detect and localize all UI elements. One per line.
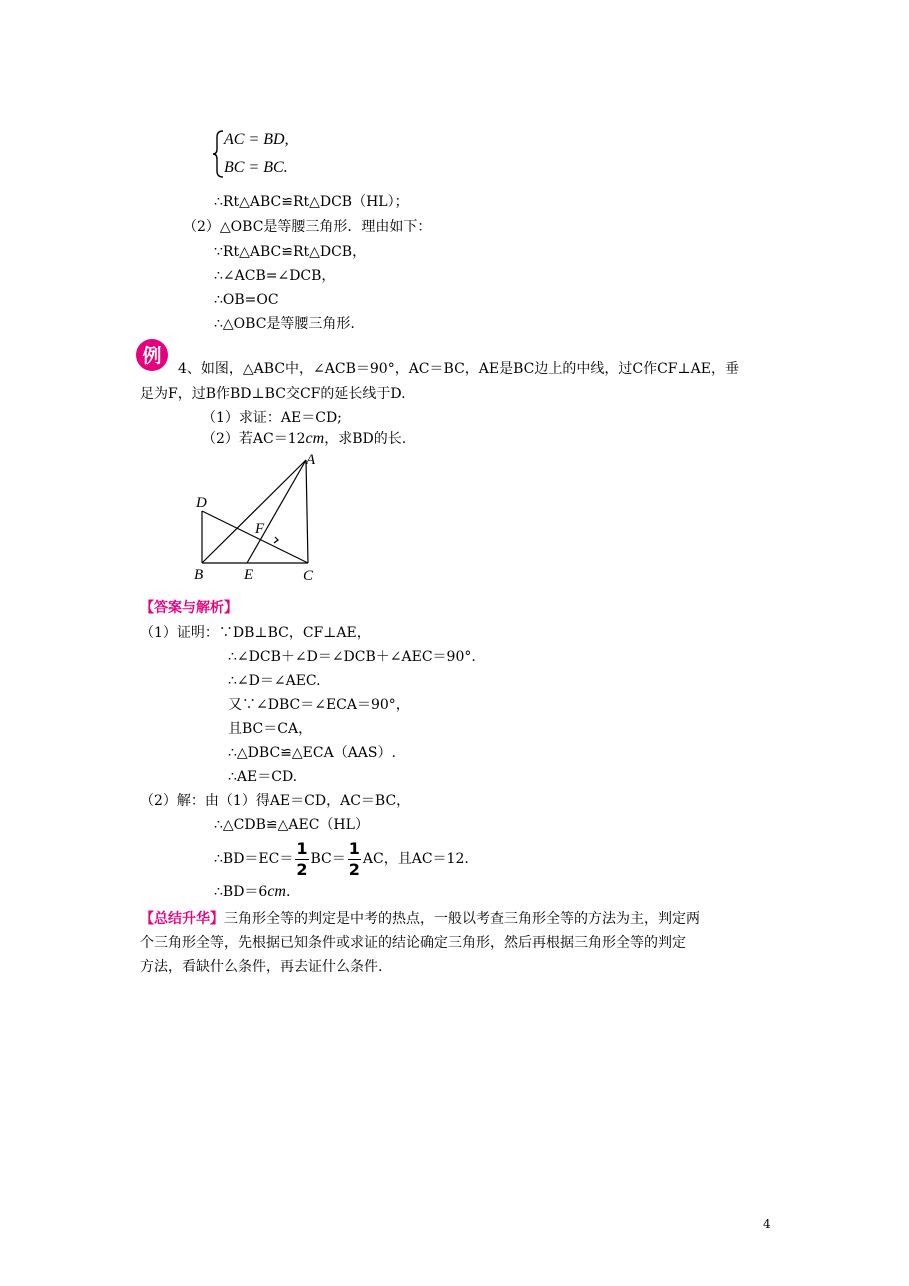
answer-heading: 【答案与解析】	[140, 600, 238, 616]
summary-line: 【总结升华】三角形全等的判定是中考的热点，一般以考查三角形全等的方法为主，判定两	[140, 911, 700, 927]
svg-text:B: B	[194, 567, 204, 583]
equation-line-1: AC = BD,	[224, 131, 289, 148]
triangle-figure	[188, 448, 328, 588]
proof-line: ∴OB=OC	[214, 292, 279, 308]
answer-line: 且BC＝CA，	[228, 721, 313, 737]
answer-line: 又∵∠DBC＝∠ECA＝90°，	[228, 697, 410, 713]
answer-fraction-line: ∴BD＝EC＝ $\frac{1}{2}$ BC＝ $\frac{1}{2}$ AC，且AC＝12.	[214, 838, 469, 879]
fraction: $\frac{1}{2}$	[296, 838, 308, 879]
answer-line: ∴∠DCB＋∠D＝∠DCB＋∠AEC＝90°.	[228, 649, 476, 665]
answer-line: ∴△CDB≌△AEC（HL）	[214, 817, 369, 833]
equation-line-2: BC = BC.	[224, 159, 288, 176]
page-number: 4	[763, 1217, 771, 1231]
svg-text:C: C	[303, 568, 314, 584]
svg-text:E: E	[244, 567, 254, 583]
equation-brace	[211, 129, 225, 179]
proof-line: ∴△OBC是等腰三角形.	[214, 316, 355, 332]
answer-line: （1）证明：∵DB⊥BC，CF⊥AE，	[140, 625, 371, 641]
answer-line: ∴△DBC≌△ECA（AAS）.	[228, 745, 396, 761]
proof-line: ∴Rt△ABC≌Rt△DCB（HL）；	[214, 194, 409, 210]
proof-line: ∵Rt△ABC≌Rt△DCB，	[214, 244, 367, 260]
problem-text: 4、如图，△ABC中，∠ACB＝90°，AC＝BC，AE是BC边上的中线，过C作CF⊥AE，垂	[178, 361, 740, 377]
svg-text:例: 例	[142, 345, 162, 367]
answer-line: ∴∠D＝∠AEC.	[228, 673, 321, 689]
fraction: $\frac{1}{2}$	[348, 838, 360, 879]
example-badge-icon	[135, 338, 169, 372]
summary-heading: 【总结升华】	[140, 911, 224, 927]
part-2-heading: （2）△OBC是等腰三角形．理由如下：	[183, 219, 432, 235]
question-2: （2）若AC＝12cm，求BD的长.	[202, 430, 407, 447]
answer-line: （2）解：由（1）得AE＝CD，AC＝BC，	[140, 793, 411, 809]
answer-line: ∴BD＝6cm.	[214, 883, 291, 900]
proof-line: ∴∠ACB=∠DCB，	[214, 268, 336, 284]
svg-text:D: D	[196, 495, 207, 511]
problem-text: 足为F，过B作BD⊥BC交CF的延长线于D.	[140, 386, 406, 402]
svg-text:F: F	[255, 521, 265, 537]
summary-line: 方法，看缺什么条件，再去证什么条件.	[140, 959, 383, 975]
question-1: （1）求证：AE＝CD;	[202, 410, 342, 426]
summary-line: 个三角形全等，先根据已知条件或求证的结论确定三角形，然后再根据三角形全等的判定	[140, 935, 686, 951]
svg-text:A: A	[306, 452, 316, 468]
answer-line: ∴AE＝CD.	[228, 769, 298, 785]
